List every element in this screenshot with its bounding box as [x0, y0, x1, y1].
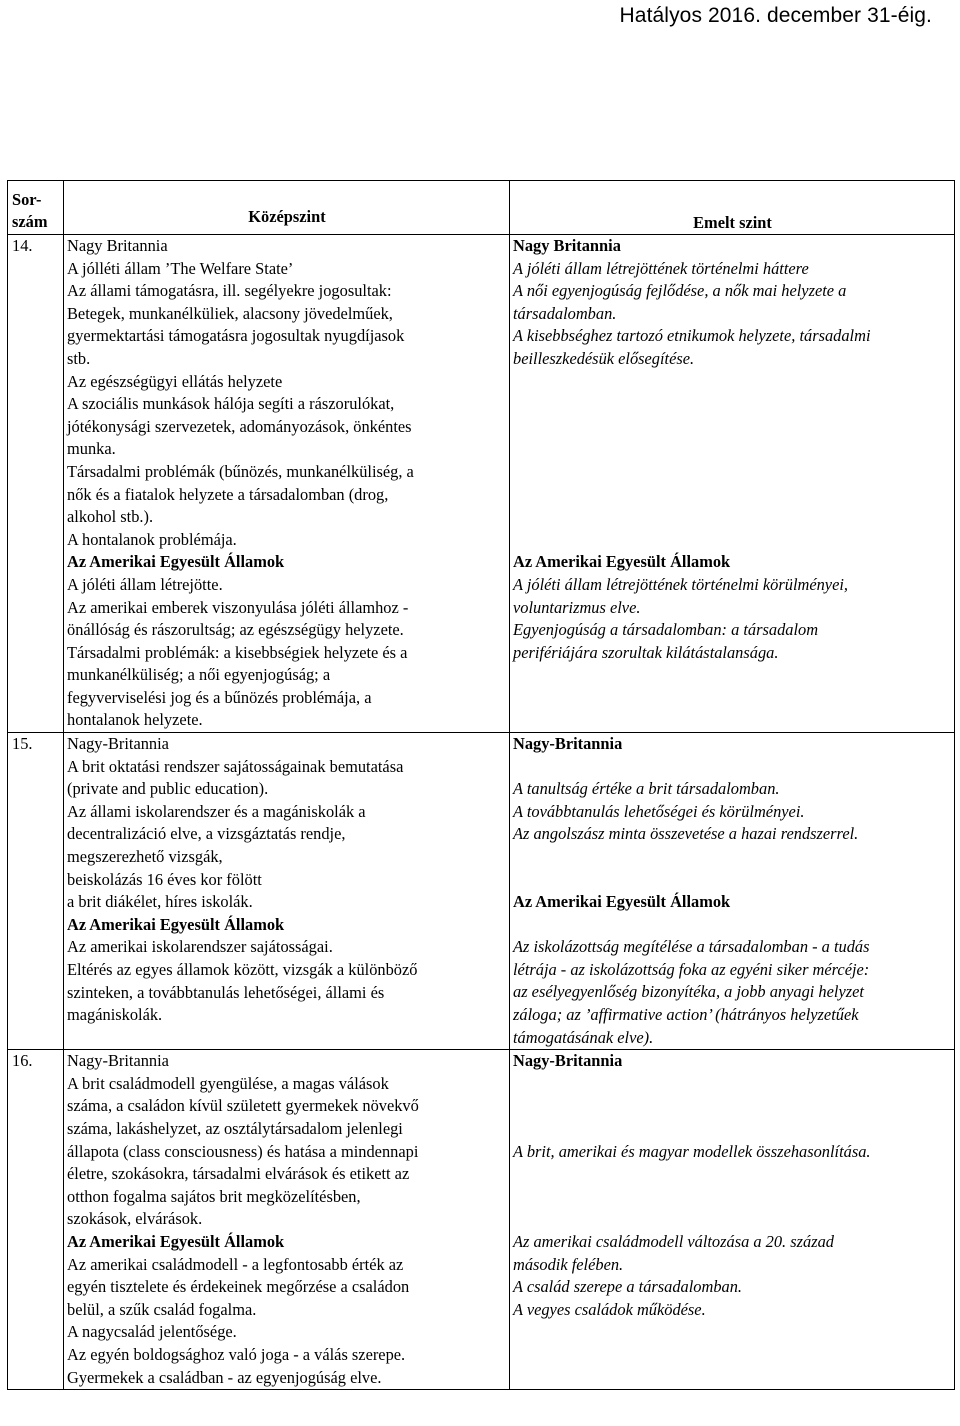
- country-heading: Az Amerikai Egyesült Államok: [513, 892, 731, 912]
- country-heading: Nagy Britannia: [513, 236, 621, 255]
- text-line: szokások, elvárások.: [67, 1209, 203, 1229]
- text-line: A brit családmodell gyengülése, a magas válások: [67, 1073, 389, 1093]
- text-line: állapota (class consciousness) és hatása a mindennapi: [67, 1141, 419, 1161]
- text-line: (private and public education).: [67, 779, 269, 799]
- text-line: gyermektartási támogatásra jogosultak nyugdíjasok: [67, 326, 405, 346]
- country-heading: Nagy-Britannia: [67, 1051, 169, 1071]
- text-line: perifériájára szorultak kilátástalansága.: [513, 642, 779, 662]
- text-line: Társadalmi problémák (bűnözés, munkanélküliség, a: [67, 461, 414, 481]
- text-line: A vegyes családok működése.: [513, 1299, 706, 1319]
- text-line: belül, a szűk család fogalma.: [67, 1299, 257, 1319]
- text-line: A kisebbséghez tartozó etnikumok helyzete, társadalmi: [513, 326, 871, 346]
- advanced-cell: [510, 1050, 955, 1390]
- country-heading: Az Amerikai Egyesült Államok: [67, 552, 285, 572]
- text-line: A továbbtanulás lehetőségei és körülményei.: [513, 801, 805, 821]
- text-line: száma, a családon kívül született gyermekek növekvő: [67, 1096, 419, 1116]
- text-line: Az egészségügyi ellátás helyzete: [67, 371, 283, 391]
- text-line: második felében.: [513, 1254, 624, 1274]
- text-line: A jóléti állam létrejötte.: [67, 574, 223, 594]
- text-line: Az iskolázottság megítélése a társadalomban - a tudás: [513, 937, 870, 957]
- country-heading: Nagy-Britannia: [67, 734, 169, 754]
- text-line: A jóléti állam létrejöttének történelmi körülményei,: [513, 574, 849, 594]
- text-line: A brit, amerikai és magyar modellek összehasonlítása.: [513, 1141, 871, 1161]
- text-line: Az egyén boldogsághoz való joga - a válás szerepe.: [67, 1344, 406, 1364]
- text-line: Betegek, munkanélküliek, alacsony jövedelműek,: [67, 303, 393, 323]
- text-line: Az angolszász minta összevetése a hazai rendszerrel.: [513, 824, 859, 844]
- text-line: egyén tisztelete és érdekeinek megőrzése a családon: [67, 1277, 410, 1297]
- text-line: megszerezhető vizsgák,: [67, 847, 223, 867]
- country-heading: Nagy-Britannia: [513, 1051, 623, 1071]
- row-number: 16.: [8, 1050, 64, 1390]
- country-heading: Az Amerikai Egyesült Államok: [67, 1231, 285, 1251]
- text-line: Az állami támogatásra, ill. segélyekre jogosultak:: [67, 281, 392, 301]
- text-line: A női egyenjogúság fejlődése, a nők mai helyzete a: [513, 281, 847, 301]
- text-line: A tanultság értéke a brit társadalomban.: [513, 779, 780, 799]
- country-heading: Nagy Britannia: [67, 236, 168, 255]
- text-line: hontalanok helyzete.: [67, 710, 203, 730]
- validity-header: Hatályos 2016. december 31-éig.: [619, 4, 932, 27]
- text-line: Az amerikai iskolarendszer sajátosságai.: [67, 937, 333, 957]
- column-header-advanced: Emelt szint: [510, 181, 955, 235]
- text-line: A jóléti állam létrejöttének történelmi háttere: [513, 258, 809, 278]
- advanced-cell: [510, 235, 955, 733]
- text-line: beiskolázás 16 éves kor fölött: [67, 869, 262, 889]
- text-line: Az állami iskolarendszer és a magániskolák a: [67, 801, 366, 821]
- text-line: munka.: [67, 439, 116, 459]
- text-line: otthon fogalma sajátos brit megközelítésben,: [67, 1186, 361, 1206]
- table-row: [8, 1050, 955, 1390]
- text-line: nők és a fiatalok helyzete a társadalomban (drog,: [67, 484, 389, 504]
- intermediate-cell: [64, 733, 510, 1050]
- text-line: magániskolák.: [67, 1005, 163, 1025]
- text-line: az esélyegyenlőség bizonyítéka, a jobb anyagi helyzet: [513, 982, 864, 1002]
- text-line: decentralizáció elve, a vizsgáztatás rendje,: [67, 824, 346, 844]
- column-header-number-line: Sor-: [12, 189, 42, 209]
- text-line: Az amerikai emberek viszonyulása jóléti államhoz -: [67, 597, 409, 617]
- text-line: jótékonysági szervezetek, adományozások, önkéntes: [67, 416, 412, 436]
- text-line: beilleszkedésük elősegítése.: [513, 348, 695, 368]
- text-line: A nagycsalád jelentősége.: [67, 1322, 237, 1342]
- curriculum-table: [7, 180, 955, 1390]
- row-number: 14.: [8, 235, 64, 733]
- text-line: Az amerikai családmodell - a legfontosabb érték az: [67, 1254, 404, 1274]
- text-line: Az amerikai családmodell változása a 20. század: [513, 1231, 834, 1251]
- column-header-number: [8, 181, 64, 235]
- text-line: a brit diákélet, híres iskolák.: [67, 892, 253, 912]
- table-row: [8, 733, 955, 1050]
- text-line: társadalomban.: [513, 303, 617, 323]
- text-line: stb.: [67, 348, 91, 368]
- text-line: Egyenjogúság a társadalomban: a társadalom: [513, 620, 819, 640]
- country-heading: Az Amerikai Egyesült Államok: [513, 552, 731, 572]
- text-line: A család szerepe a társadalomban.: [513, 1277, 743, 1297]
- text-line: életre, szokásokra, társadalmi elvárások és etikett az: [67, 1164, 410, 1184]
- text-line: Eltérés az egyes államok között, vizsgák a különböző: [67, 960, 418, 979]
- text-line: A jólléti állam ’The Welfare State’: [67, 258, 294, 278]
- text-line: Társadalmi problémák: a kisebbségiek helyzete és a: [67, 642, 408, 662]
- text-line: létrája - az iskolázottság foka az egyéni siker mércéje:: [513, 959, 870, 979]
- text-line: támogatásának elve).: [513, 1027, 654, 1047]
- text-line: záloga; az ’affirmative action’ (hátrányos helyzetűek: [513, 1005, 859, 1024]
- table-row: [8, 235, 955, 733]
- text-line: Gyermekek a családban - az egyenjogúság elve.: [67, 1367, 382, 1387]
- table-header-row: [8, 181, 955, 235]
- text-line: önállóság és rászorultság; az egészségügy helyzete.: [67, 620, 404, 640]
- text-line: A hontalanok problémája.: [67, 529, 237, 549]
- text-line: A brit oktatási rendszer sajátosságainak bemutatása: [67, 756, 404, 776]
- column-header-number-line: szám: [12, 212, 48, 232]
- intermediate-cell: [64, 235, 510, 733]
- text-line: voluntarizmus elve.: [513, 597, 641, 617]
- advanced-cell: [510, 733, 955, 1050]
- country-heading: Nagy-Britannia: [513, 734, 623, 754]
- country-heading: Az Amerikai Egyesült Államok: [67, 914, 285, 934]
- text-line: fegyverviselési jog és a bűnözés problémája, a: [67, 687, 372, 707]
- text-line: szinteken, a továbbtanulás lehetőségei, állami és: [67, 982, 385, 1002]
- row-number: 15.: [8, 733, 64, 1050]
- intermediate-cell: [64, 1050, 510, 1390]
- text-line: A szociális munkások hálója segíti a rászorulókat,: [67, 394, 395, 414]
- text-line: alkohol stb.).: [67, 507, 154, 527]
- text-line: száma, lakáshelyzet, az osztálytársadalom jelenlegi: [67, 1118, 403, 1138]
- text-line: munkanélküliség; a női egyenjogúság; a: [67, 665, 331, 685]
- column-header-intermediate: Középszint: [64, 181, 510, 235]
